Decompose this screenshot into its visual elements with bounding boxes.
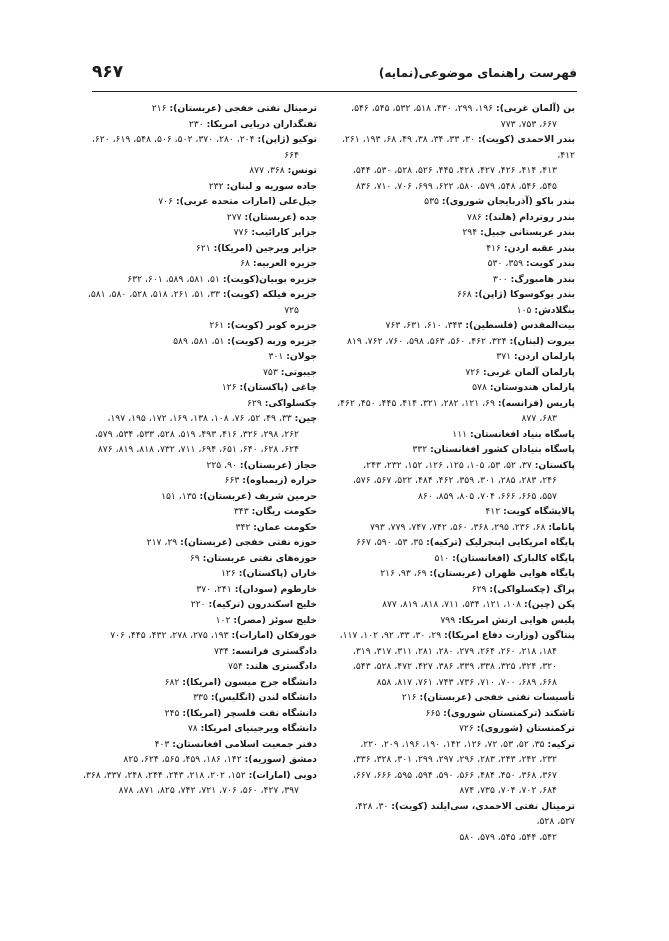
index-entry	[79, 287, 317, 318]
page-refs: ۳۷، ۵۲، ۵۳، ۱۰۵، ۱۲۵، ۱۲۶، ۱۵۲، ۲۳۲، ۲۴۳،	[363, 459, 532, 471]
page-refs: ۲۴۱، ۳۷۰	[196, 583, 232, 595]
index-entry	[79, 272, 317, 288]
index-entry	[79, 659, 317, 675]
index-entry	[79, 706, 317, 722]
index-entry	[79, 101, 317, 117]
page-refs: ۴۰۳	[154, 738, 170, 750]
index-entry	[79, 380, 317, 396]
index-term: دادگستری فرانسه:	[231, 645, 317, 657]
index-term: جزیره وربه (کویت):	[227, 335, 317, 347]
page-refs: ۲۲۰	[190, 599, 206, 610]
index-entry	[79, 117, 317, 133]
index-entry	[337, 210, 575, 226]
page-refs-continued: ۵۴۲، ۵۴۴، ۵۴۵، ۵۷۹، ۵۸۰	[459, 831, 557, 843]
page-refs: ۳۷۱	[496, 351, 512, 362]
index-entry	[337, 396, 575, 427]
page-refs: ۲۴۵	[164, 707, 180, 719]
index-entry	[79, 179, 317, 195]
page-refs-continued: ۶۶۴	[284, 149, 299, 161]
page-refs: ۷۵۳	[262, 366, 278, 378]
index-term: پاناما:	[548, 521, 575, 533]
page-refs: ۶۶۳	[224, 475, 240, 486]
index-entry	[337, 318, 575, 334]
index-term: پنتاگون (وزارت دفاع امریکا):	[444, 630, 575, 641]
index-entry	[337, 597, 575, 613]
index-entry	[79, 489, 317, 505]
page-refs: ۷۹۹	[440, 614, 456, 626]
index-term: ترکیه:	[547, 738, 575, 750]
index-term: بنگلادش:	[534, 304, 575, 316]
index-entry	[337, 334, 575, 350]
index-term: دانشگاه ویرجینیای امریکا:	[200, 723, 317, 734]
page-refs: ۷۳۴	[213, 645, 229, 657]
index-term: بندر باکو (آذربایجان شوروی):	[441, 196, 575, 207]
page-refs: ۲۱۶	[401, 692, 417, 703]
page-refs: ۳۰۱	[268, 351, 284, 362]
index-term: دادگستری هلند:	[245, 661, 317, 672]
index-term: جزیره العربیه:	[252, 258, 317, 269]
index-entry	[337, 442, 575, 458]
index-term: جزایر ویرجین (امریکا):	[213, 242, 317, 254]
index-term: جده (عربستان):	[244, 211, 317, 223]
index-entry	[337, 365, 575, 381]
index-term: خارطوم (سودان):	[234, 583, 317, 595]
page-refs: ۷۷۶	[233, 227, 249, 238]
index-entry	[79, 163, 317, 179]
index-entry	[79, 318, 317, 334]
page-refs: ۵۷۸	[472, 382, 487, 393]
index-term: ترمینال نفتی خفجی (عربستان):	[169, 103, 317, 114]
index-entry	[79, 628, 317, 644]
index-entry	[79, 582, 317, 598]
index-term: حوزه‌های نفتی عربستان:	[202, 552, 317, 564]
index-term: خورفکان (امارات):	[231, 630, 317, 641]
page-refs: ۵۱، ۵۸۱، ۵۸۹	[173, 335, 225, 347]
page-refs: ۲۶۱	[209, 320, 225, 331]
index-term: بندر یوکوسوکا (ژاپن):	[474, 289, 575, 300]
index-entry	[337, 690, 575, 706]
page-refs: ۶۲۹	[246, 397, 262, 409]
page-refs: ۷۸۶	[467, 211, 482, 223]
index-term: پارلمان اردن:	[514, 351, 575, 362]
index-entry	[79, 411, 317, 458]
index-term: حرمین شریف (عربستان):	[199, 490, 317, 502]
page-refs: ۳۳، ۴۹، ۵۲، ۷۶، ۱۰۸، ۱۳۸، ۱۶۹، ۱۷۲، ۱۹۵، ۱۹۷،	[107, 413, 292, 424]
page-refs: ۳۵، ۵۲، ۵۳، ۷۲، ۱۲۶، ۱۴۲، ۱۹۰، ۱۹۶، ۲۰۹، ۲۲۰،	[360, 738, 545, 750]
header-rule	[92, 91, 577, 92]
page-refs: ۱۳۵، ۱۵۱	[161, 490, 197, 502]
index-column-right	[337, 101, 575, 845]
index-term: خلیج سوئز (مصر):	[233, 614, 317, 626]
index-entry	[79, 675, 317, 691]
index-term: چکسلواکی:	[264, 397, 317, 409]
index-entry	[337, 132, 575, 194]
index-entry	[79, 752, 317, 768]
page-refs: ۱۰۸، ۱۲۱، ۵۳۴، ۷۱۱، ۸۱۸، ۸۱۹، ۸۷۷	[382, 599, 522, 610]
index-term: ترکمنستان (شوروی):	[476, 723, 575, 734]
page-refs: ۱۲۶	[221, 382, 237, 393]
page-refs-continued: ۲۳۲، ۲۴۲، ۲۴۳، ۲۸۳، ۲۹۶، ۲۹۷، ۲۹۹، ۳۰۱، ۳۲۸، ۳۳۶، ۳۶۷، ۳۶۸، ۴۵۰، ۴۸۴، ۵۶۶، ۵۹۰، ۵۹۴، ۵۹۵، ۶۶۶، ۶۶۷، ۶۸۴، ۷۰۲، ۷۰۴، ۷۳۵، ۸۷۴	[352, 754, 557, 796]
index-term: بندر هامبورگ:	[510, 273, 575, 285]
index-entry	[79, 768, 317, 799]
page-refs: ۴۱۲	[485, 506, 501, 517]
index-entry	[337, 737, 575, 799]
page-refs: ۳۳۵	[193, 692, 208, 703]
index-entry	[337, 256, 575, 272]
index-entry	[79, 566, 317, 582]
index-term: پاریس (فرانسه):	[497, 397, 575, 409]
index-entry	[79, 210, 317, 226]
index-entry	[337, 287, 575, 303]
index-term: جزیره فیلکه (کویت):	[222, 289, 317, 300]
index-term: بندر عقبه اردن:	[503, 242, 575, 254]
index-entry	[337, 721, 575, 737]
index-entry	[79, 225, 317, 241]
index-term: چین:	[294, 413, 317, 424]
index-entry	[337, 628, 575, 690]
index-column-left	[79, 101, 317, 799]
page-header	[92, 62, 577, 88]
index-term: پایگاه امریکایی اینجرلیک (ترکیه):	[426, 537, 575, 548]
index-entry	[337, 194, 575, 210]
page-refs: ۱۹۳، ۲۷۵، ۲۷۸، ۴۳۲، ۴۴۵، ۷۰۶	[110, 630, 229, 641]
index-entry	[79, 737, 317, 753]
index-term: حکومت ریگان:	[251, 506, 317, 517]
page-refs: ۷۲۶	[465, 366, 481, 378]
index-entry	[337, 504, 575, 520]
index-term: ترمینال نفتی الاحمدی، سی‌ایلند (کویت):	[391, 800, 575, 812]
index-term: پارلمان هندوستان:	[489, 382, 575, 393]
index-term: دوبی (امارات):	[248, 769, 317, 781]
index-term: پالایشگاه کویت:	[503, 506, 575, 517]
index-entry	[337, 551, 575, 567]
index-term: تفنگداران دریایی امریکا:	[206, 118, 317, 130]
page-refs: ۱۵۲، ۲۰۲، ۲۱۸، ۲۴۳، ۲۴۴، ۲۴۸، ۳۳۷، ۳۶۸،	[82, 769, 246, 781]
index-entry	[79, 194, 317, 210]
index-term: بندر روتردام (هلند):	[484, 211, 575, 223]
page-refs: ۱۰۲	[215, 614, 231, 626]
index-term: جیبوتی:	[280, 366, 317, 378]
page-refs: ۶۲۹	[471, 583, 487, 595]
running-title: فهرست راهنمای موضوعی(نمایه)	[378, 66, 577, 80]
index-term: جزایر کارائیب:	[251, 227, 317, 238]
index-entry	[79, 458, 317, 474]
index-term: حکومت عمان:	[253, 521, 317, 533]
page-refs: ۱۰۵	[516, 304, 532, 316]
page-refs: ۳۰۰	[492, 273, 508, 285]
page-refs: ۳۰، ۴۲۸، ۵۲۷، ۵۲۸،	[354, 800, 575, 827]
page-refs-continued: ۷۲۵	[284, 304, 299, 316]
index-entry	[79, 396, 317, 412]
page-refs: ۱۹۶، ۲۹۹، ۴۳۰، ۵۱۸، ۵۳۲، ۵۴۵، ۵۴۶،	[351, 103, 494, 114]
index-term: پاسگاه بنیاد افغانستان:	[470, 428, 575, 440]
index-entry	[79, 365, 317, 381]
index-entry	[79, 690, 317, 706]
index-entry	[337, 458, 575, 505]
page-refs: ۳۴۲	[235, 521, 251, 533]
page-refs: ۳۶۸، ۸۷۷	[249, 165, 285, 176]
index-term: پایگاه کالبارک (افغانستان):	[452, 552, 575, 564]
index-term: بندر کویت:	[526, 258, 575, 269]
index-entry	[337, 380, 575, 396]
index-entry	[79, 551, 317, 567]
page-refs-continued: ۶۸۳، ۸۷۷	[521, 413, 557, 424]
page-refs: ۳۳۲	[412, 444, 428, 455]
index-entry	[337, 241, 575, 257]
page-refs: ۲۹۴	[462, 227, 478, 238]
page-refs: ۶۸، ۲۳۶، ۲۹۵، ۳۶۸، ۵۶۰، ۷۴۲، ۷۴۷، ۷۷۹، ۷۹۳	[369, 521, 546, 533]
page-refs: ۶۹	[189, 552, 200, 564]
index-term: تاشکند (ترکمنستان شوروی):	[443, 707, 575, 719]
index-term: حوزه نفتی خفجی (عربستان):	[180, 537, 317, 548]
page-refs: ۶۸	[240, 258, 250, 269]
page-refs: ۶۹، ۹۳، ۲۱۶	[380, 568, 427, 579]
index-entry	[337, 582, 575, 598]
index-term: خلیج اسکندرون (ترکیه):	[208, 599, 317, 610]
page-refs: ۷۰۶	[158, 196, 174, 207]
index-entry	[337, 272, 575, 288]
page-refs: ۳۲۴، ۴۶۲، ۵۶۰، ۵۶۳، ۵۹۸، ۷۶۰، ۷۶۲، ۸۱۹	[346, 335, 507, 347]
index-entry	[337, 535, 575, 551]
index-entry	[79, 132, 317, 163]
index-term: پاکستان:	[534, 459, 575, 471]
page-refs: ۷۵۴	[228, 661, 243, 672]
index-term: بیروت (لبنان):	[509, 335, 575, 347]
page-refs: ۲۷۷	[226, 211, 242, 223]
page-refs: ۳۴۳، ۶۱۰، ۶۳۱، ۷۶۳	[385, 320, 463, 331]
index-entry	[79, 721, 317, 737]
index-term: خاران (پاکستان):	[238, 568, 317, 579]
index-entry	[337, 427, 575, 443]
index-entry	[337, 349, 575, 365]
index-term: چاغی (پاکستان):	[239, 382, 317, 393]
page-refs: ۴۱۶	[486, 242, 501, 254]
page-refs: ۹۰، ۲۲۵	[206, 459, 237, 471]
index-term: دانشگاه لندن (انگلیس):	[210, 692, 317, 703]
index-entry	[79, 473, 317, 489]
page-refs: ۳۳، ۵۱، ۲۶۱، ۵۱۸، ۵۲۸، ۵۸۰، ۵۸۱،	[87, 289, 220, 300]
page-refs: ۶۶۸	[456, 289, 472, 300]
index-term: دانشگاه جرج میسون (امریکا):	[182, 676, 317, 688]
page-refs: ۳۵۹، ۵۳۰	[487, 258, 524, 269]
page-refs: ۲۱۶	[151, 103, 167, 114]
page-refs-continued: ۱۸۴، ۲۱۸، ۲۶۰، ۲۶۴، ۲۷۹، ۲۸۰، ۲۸۱، ۳۱۱، ۳۱۷، ۳۱۹، ۳۲۰، ۳۲۴، ۳۲۵، ۳۳۸، ۳۳۹، ۳۸۶، ۴۲۷، ۴۷۲، ۵۲۸، ۵۴۳، ۶۶۸، ۶۸۹، ۷۰۰، ۷۱۰، ۷۳۶، ۷۴۳، ۷۶۱، ۸۱۷، ۸۵۸	[352, 645, 557, 688]
index-term: توکیو (ژاپن):	[257, 134, 317, 145]
index-term: پراگ (چکسلواکی):	[489, 583, 575, 595]
page-refs-continued: ۲۶۲، ۲۹۸، ۳۲۶، ۴۱۶، ۴۹۳، ۵۱۹، ۵۲۸، ۵۳۳، ۵۳۴، ۵۷۹، ۶۲۴، ۶۲۸، ۶۴۰، ۶۵۱، ۶۹۴، ۷۱۱، ۷۳۲، ۸۱۸، ۸۱۹، ۸۷۶	[94, 428, 299, 455]
page-refs-continued: ۶۶۷، ۷۵۳، ۷۷۳	[500, 118, 557, 130]
index-entry	[337, 225, 575, 241]
page-refs: ۲۳۲	[208, 180, 224, 192]
index-entry	[79, 504, 317, 520]
page-refs: ۳۰، ۳۳، ۳۴، ۳۸، ۴۹، ۶۸، ۱۹۳، ۲۶۱، ۴۱۲،	[341, 134, 575, 161]
page-refs: ۶۲۱	[195, 242, 211, 254]
index-term: دمشق (سوریه):	[244, 754, 317, 765]
index-entry	[79, 613, 317, 629]
page-refs: ۲۰۴، ۲۸۰، ۳۷۰، ۵۰۲، ۵۰۶، ۵۴۸، ۶۱۹، ۶۲۰،	[91, 134, 255, 145]
index-term: تونس:	[287, 165, 317, 176]
index-entry	[79, 241, 317, 257]
index-term: پارلمان آلمان غربی:	[483, 366, 575, 378]
index-entry	[337, 706, 575, 722]
index-entry	[337, 799, 575, 846]
index-term: پکن (چین):	[524, 599, 575, 610]
index-entry	[79, 535, 317, 551]
page-refs: ۱۱۱	[452, 428, 468, 440]
page-refs: ۲۳۰	[188, 118, 204, 130]
index-entry	[79, 349, 317, 365]
page-refs: ۳۴۳	[233, 506, 249, 517]
index-term: پاسگاه بنیادان کشور افغانستان:	[430, 444, 575, 455]
index-term: جاده سوریه و لبنان:	[226, 180, 317, 192]
index-term: تأسیسات نفتی خفجی (عربستان):	[419, 692, 575, 703]
page-refs: ۶۶۵	[425, 707, 441, 719]
page-refs: ۵۱، ۵۸۱، ۵۸۹، ۶۰۱، ۶۳۲	[127, 273, 220, 285]
index-entry	[79, 597, 317, 613]
index-term: بن (آلمان غربی):	[496, 103, 575, 114]
index-term: حراره (زیمباوه):	[242, 475, 317, 486]
page-refs: ۶۸۲	[164, 676, 180, 688]
index-term: جزیره بوبیان(کویت):	[222, 273, 317, 285]
index-entry	[79, 520, 317, 536]
index-entry	[337, 520, 575, 536]
index-term: حجاز (عربستان):	[239, 459, 317, 471]
page-refs: ۱۲۶	[221, 568, 236, 579]
index-term: پلیس هوایی ارتش امریکا:	[458, 614, 575, 626]
page-refs: ۱۴۲، ۱۸۶، ۴۵۹، ۵۶۵، ۶۲۴، ۸۲۵	[123, 754, 242, 765]
page-refs: ۲۹، ۲۱۷	[146, 537, 178, 548]
index-entry	[337, 101, 575, 132]
index-term: دفتر جمعیت اسلامی افغانستان:	[172, 738, 317, 750]
page-refs-continued: ۳۹۷، ۴۲۷، ۵۶۰، ۷۰۶، ۷۲۱، ۷۴۲، ۸۲۵، ۸۷۱، ۸۷۸	[118, 785, 299, 796]
page-number: ۹۶۷	[92, 62, 124, 82]
page-refs: ۶۹، ۱۲۱، ۲۸۲، ۳۲۱، ۴۱۴، ۴۴۵، ۴۵۰، ۴۶۲،	[337, 397, 495, 409]
index-term: بندر الاحمدی (کویت):	[477, 134, 575, 145]
index-term: پایگاه هوایی ظهران (عربستان):	[429, 568, 575, 579]
index-term: دانشگاه نفت فلسچر (امریکا):	[182, 707, 317, 719]
index-entry	[337, 566, 575, 582]
index-entry	[79, 644, 317, 660]
index-entry	[337, 613, 575, 629]
index-term: جبل‌علی (امارات متحده عربی):	[175, 196, 317, 207]
page-refs: ۳۵، ۵۳، ۵۹۰، ۶۶۷	[356, 537, 424, 548]
page-refs: ۷۲۶	[458, 723, 474, 734]
page-refs: ۷۸	[187, 723, 198, 734]
index-term: جولان:	[286, 351, 317, 362]
index-entry	[79, 256, 317, 272]
index-term: بندر عربستانی جبیل:	[480, 227, 575, 238]
index-term: جزیره کوبر (کویت):	[227, 320, 317, 331]
page-refs: ۲۹، ۳۰، ۳۳، ۹۲، ۱۰۲، ۱۱۷،	[339, 630, 442, 641]
index-term: بیت‌المقدس (فلسطین):	[465, 320, 575, 331]
index-entry	[79, 334, 317, 350]
page-refs: ۵۳۵	[424, 196, 439, 207]
page-refs: ۵۱۰	[434, 552, 450, 564]
index-entry	[337, 303, 575, 319]
page-refs-continued: ۲۴۶، ۲۸۳، ۲۸۵، ۳۰۱، ۳۵۹، ۴۶۲، ۴۸۴، ۵۲۲، ۵۶۷، ۵۷۶، ۵۵۷، ۶۶۵، ۶۶۶، ۷۰۴، ۸۰۵، ۸۵۹، ۸۶۰	[352, 475, 557, 502]
page-refs-continued: ۴۱۳، ۴۱۴، ۴۲۶، ۴۲۷، ۴۲۸، ۴۴۵، ۵۲۶، ۵۲۸، ۵۳۰، ۵۴۴، ۵۴۵، ۵۴۶، ۵۴۸، ۵۷۹، ۵۸۰، ۶۲۲، ۶۹۹، ۷۰۶، ۷۱۰، ۸۳۶	[352, 165, 557, 192]
